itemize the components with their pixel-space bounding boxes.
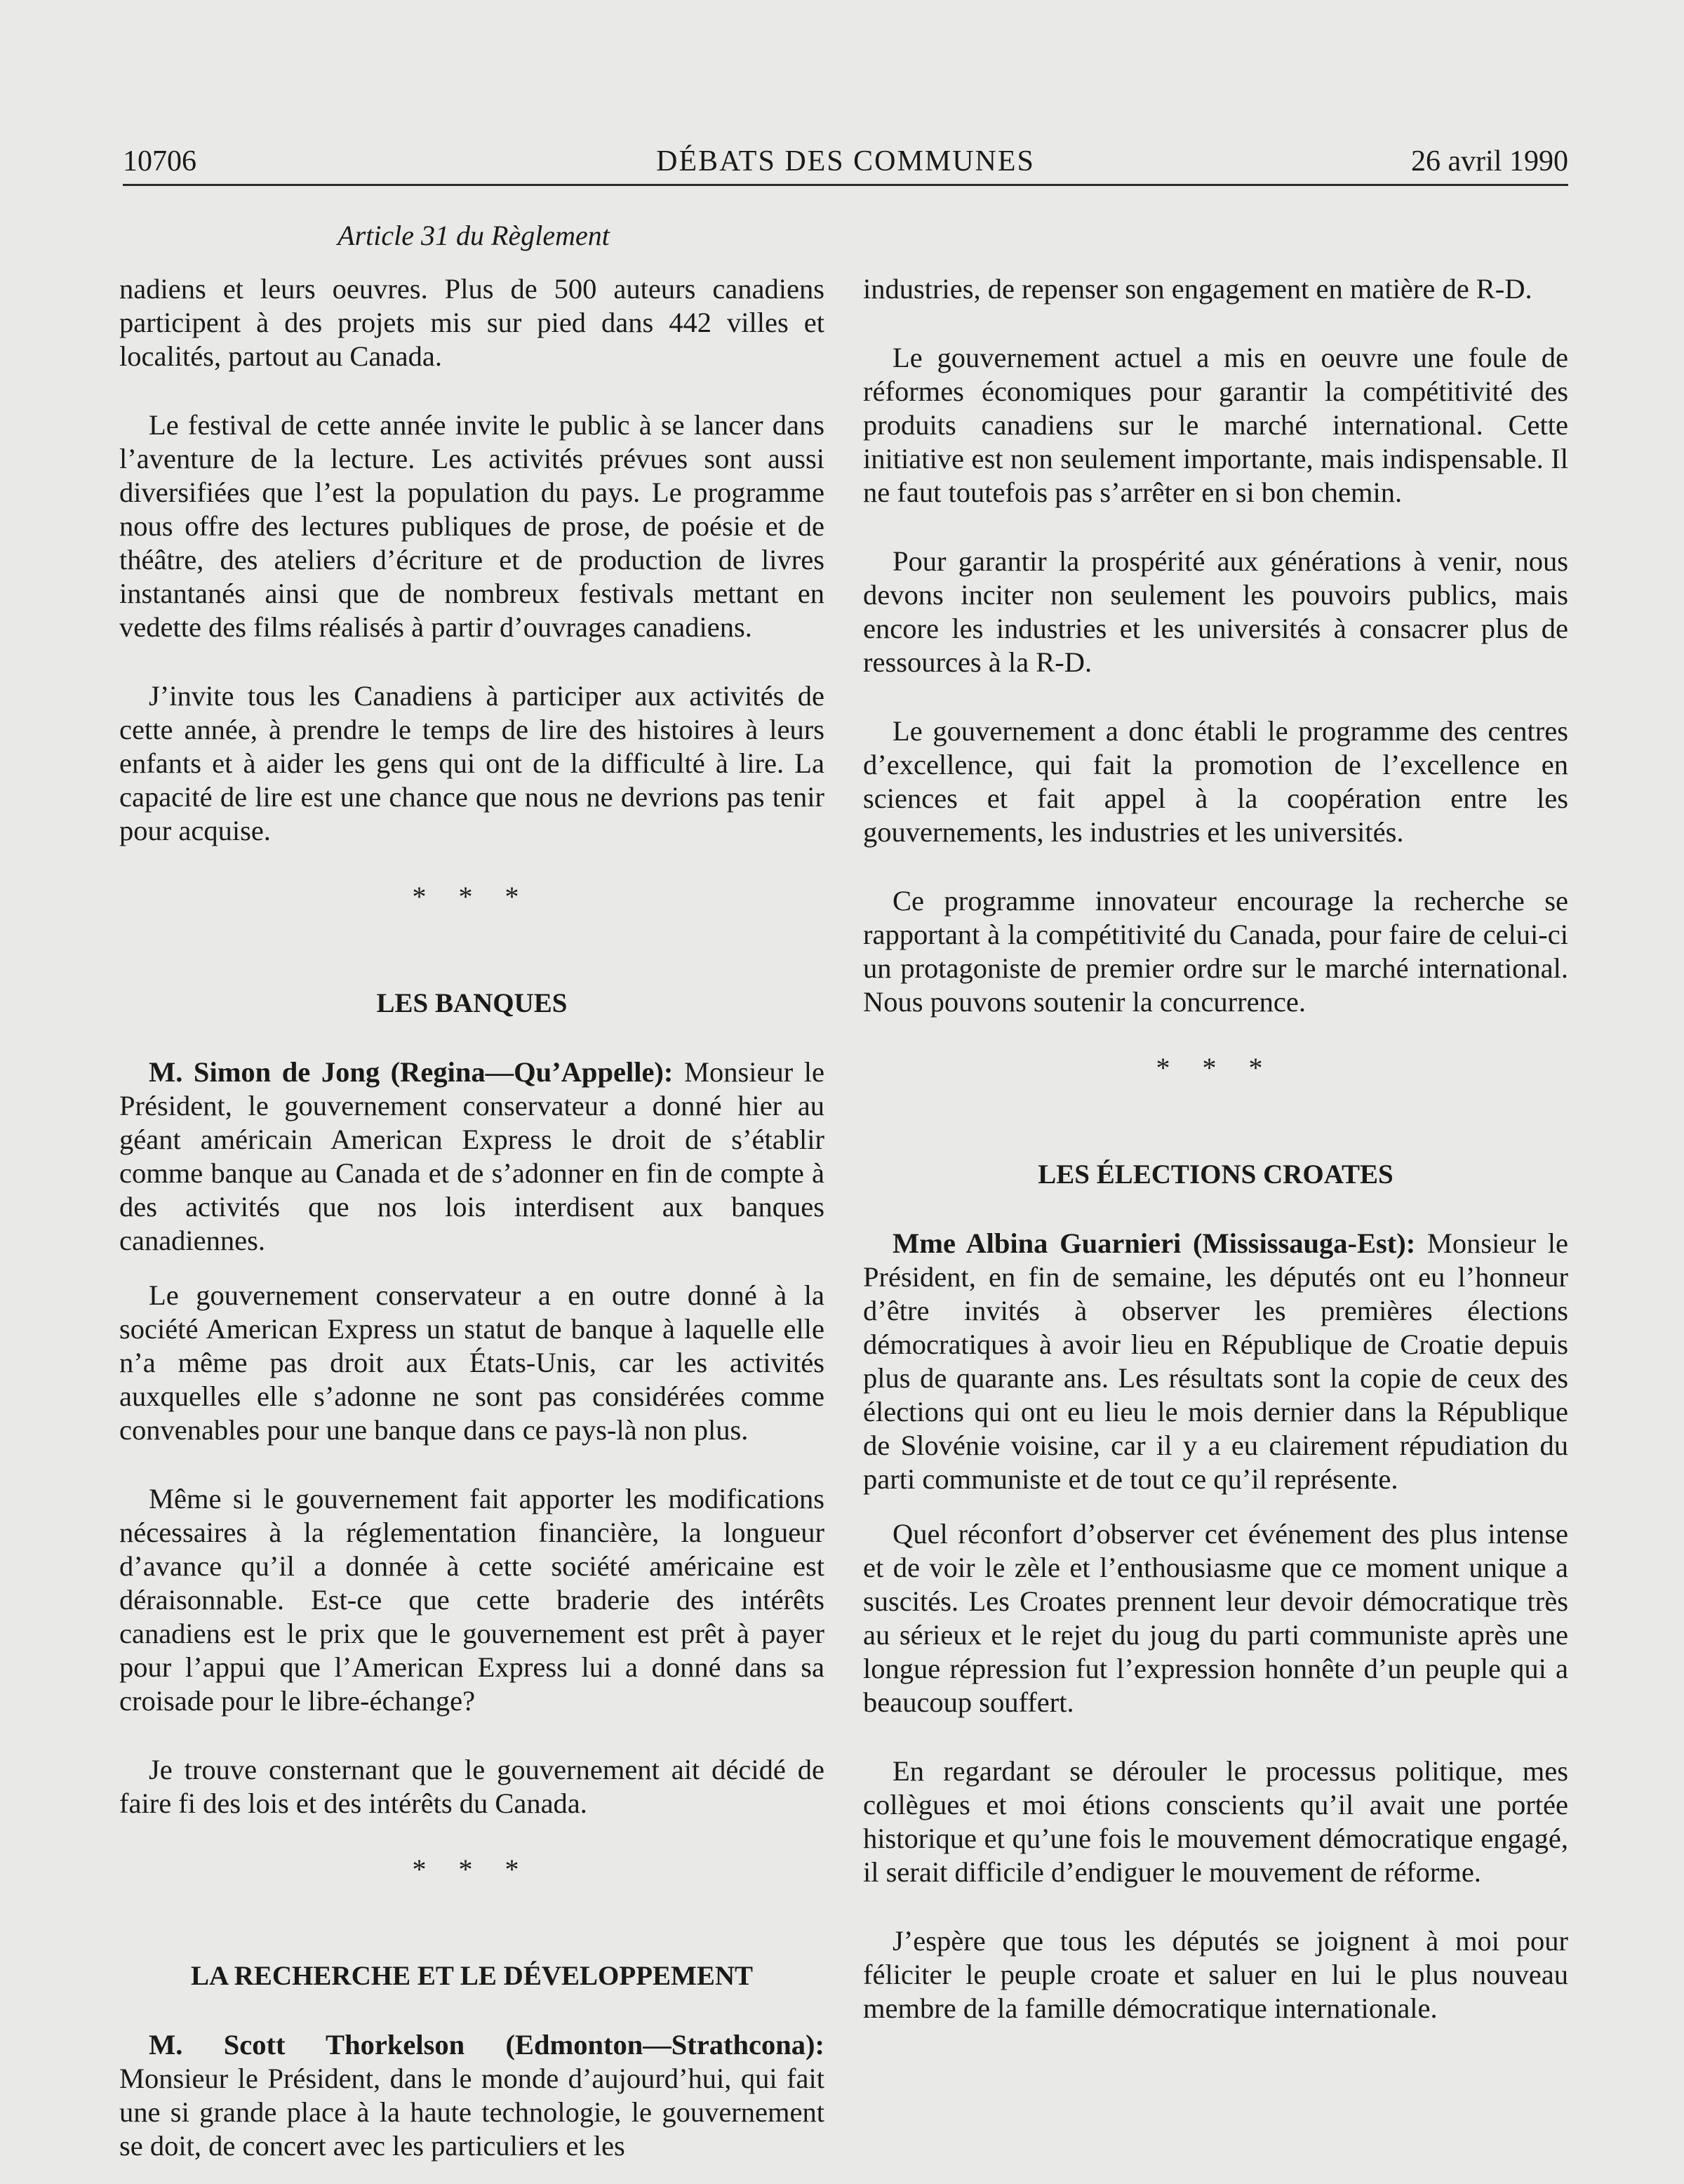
page-number: 10706 — [123, 145, 196, 178]
running-title: DÉBATS DES COMMUNES — [656, 145, 1035, 178]
section-heading: LA RECHERCHE ET LE DÉVELOPPEMENT — [190, 1961, 754, 1991]
speech-paragraph — [119, 2028, 824, 2163]
speaker-name: Mme Albina Guarnieri (Mississauga-Est): — [893, 1227, 1416, 1259]
paragraph: industries, de repenser son engagement en matière de R-D. — [863, 273, 1532, 305]
paragraph: Le festival de cette année invite le public à se lancer dans l’aventure de la lecture. Les activités prévues sont aussi diversifiées que l’est la population du pays. Le programme nous offre des lectures publiques de prose, de poésie et de théâtre, des ateliers d’écriture et de production de livres instantanés ainsi que de nombreux festivals mettant en vedette des films réalisés à partir d’ouvrages canadiens. — [119, 409, 824, 643]
paragraph: J’invite tous les Canadiens à participer aux activités de cette année, à prendre le temps de lire des histoires à leurs enfants et à aider les gens qui ont de la difficulté à lire. La capacité de lire est une chance que nous ne devrions pas tenir pour acquise. — [119, 680, 824, 846]
page-header — [123, 140, 1568, 186]
paragraph: Le gouvernement conservateur a en outre donné à la société American Express un statut de banque à laquelle elle n’a même pas droit aux États-Unis, car les activités auxquelles elle s’adonne ne sont pas considérées comme convenables pour une banque dans ce pays-là non plus. — [119, 1279, 824, 1446]
speaker-name: M. Scott Thorkelson (Edmonton—Strathcona): — [149, 2029, 824, 2060]
paragraph: Pour garantir la prospérité aux générations à venir, nous devons inciter non seulement les pouvoirs publics, mais encore les industries et les universités à consacrer plus de ressources à la R-D. — [863, 545, 1568, 678]
rubric: Article 31 du Règlement — [338, 220, 610, 251]
paragraph: Je trouve consternant que le gouvernement ait décidé de faire fi des lois et des intérêts du Canada. — [119, 1754, 824, 1819]
section-separator: * * * — [412, 881, 532, 912]
paragraph: Quel réconfort d’observer cet événement des plus intense et de voir le zèle et l’enthousiasme que ce moment unique a suscités. Les Croates prennent leur devoir démocratique très au sérieux et le rejet du joug du parti communiste après une longue répression fut l’expression honnête d’un peuple qui a beaucoup souffert. — [863, 1518, 1568, 1718]
section-heading: LES BANQUES — [376, 988, 568, 1018]
section-separator: * * * — [1156, 1052, 1276, 1084]
paragraph: J’espère que tous les députés se joignent à moi pour féliciter le peuple croate et saluer en lui le plus nouveau membre de la famille démocratique internationale. — [863, 1925, 1568, 2024]
paragraph: Le gouvernement a donc établi le programme des centres d’excellence, qui fait la promotion de l’excellence en sciences et fait appel à la coopération entre les gouvernements, les industries et les universités. — [863, 715, 1568, 848]
speaker-name: M. Simon de Jong (Regina—Qu’Appelle): — [149, 1056, 674, 1088]
speech-text: Monsieur le Président, le gouvernement conservateur a donné hier au géant américain American Express le droit de s’établir comme banque au Canada et de s’adonner en fin de compte à des activités que nos lois interdisent aux banques canadiennes. — [119, 1056, 825, 1256]
speech-paragraph — [119, 1056, 824, 1258]
left-column — [119, 272, 824, 2184]
speech-paragraph — [863, 1227, 1568, 1496]
speech-text: Monsieur le Président, dans le monde d’aujourd’hui, qui fait une si grande place à la haute technologie, le gouvernement se doit, de concert avec les particuliers et les — [119, 2063, 824, 2162]
paragraph: nadiens et leurs oeuvres. Plus de 500 auteurs canadiens participent à des projets mis sur pied dans 442 villes et localités, partout au Canada. — [119, 273, 824, 372]
paragraph: En regardant se dérouler le processus politique, mes collègues et moi étions conscients qu’il avait une portée historique et qu’une fois le mouvement démocratique engagé, il serait difficile d’endiguer le mouvement de réforme. — [863, 1755, 1568, 1888]
right-column — [863, 272, 1568, 2060]
speech-text: Monsieur le Président, en fin de semaine, les députés ont eu l’honneur d’être invités à observer les premières élections démocratiques à avoir lieu en République de Croatie depuis plus de quarante ans. Les résultats sont la copie de ceux des élections qui ont eu lieu le mois dernier dans la République de Slovénie voisine, car il y a eu clairement répudiation du parti communiste et de tout ce qu’il représente. — [863, 1227, 1568, 1495]
paragraph: Même si le gouvernement fait apporter les modifications nécessaires à la réglementation financière, la longueur d’avance qu’il a donnée à cette société américaine est déraisonnable. Est-ce que cette braderie des intérêts canadiens est le prix que le gouvernement est prêt à payer pour l’appui que l’American Express lui a donné dans sa croisade pour le libre-échange? — [119, 1483, 824, 1717]
paragraph: Ce programme innovateur encourage la recherche se rapportant à la compétitivité du Canada, pour faire de celui-ci un protagoniste de premier ordre sur le marché international. Nous pouvons soutenir la concurrence. — [863, 885, 1568, 1018]
page-date: 26 avril 1990 — [1411, 145, 1568, 178]
paragraph: Le gouvernement actuel a mis en oeuvre une foule de réformes économiques pour garantir la compétitivité des produits canadiens sur le marché international. Cette initiative est non seulement importante, mais indispensable. Il ne faut toutefois pas s’arrêter en si bon chemin. — [863, 342, 1568, 508]
section-heading: LES ÉLECTIONS CROATES — [1038, 1159, 1394, 1190]
section-separator: * * * — [412, 1853, 532, 1885]
